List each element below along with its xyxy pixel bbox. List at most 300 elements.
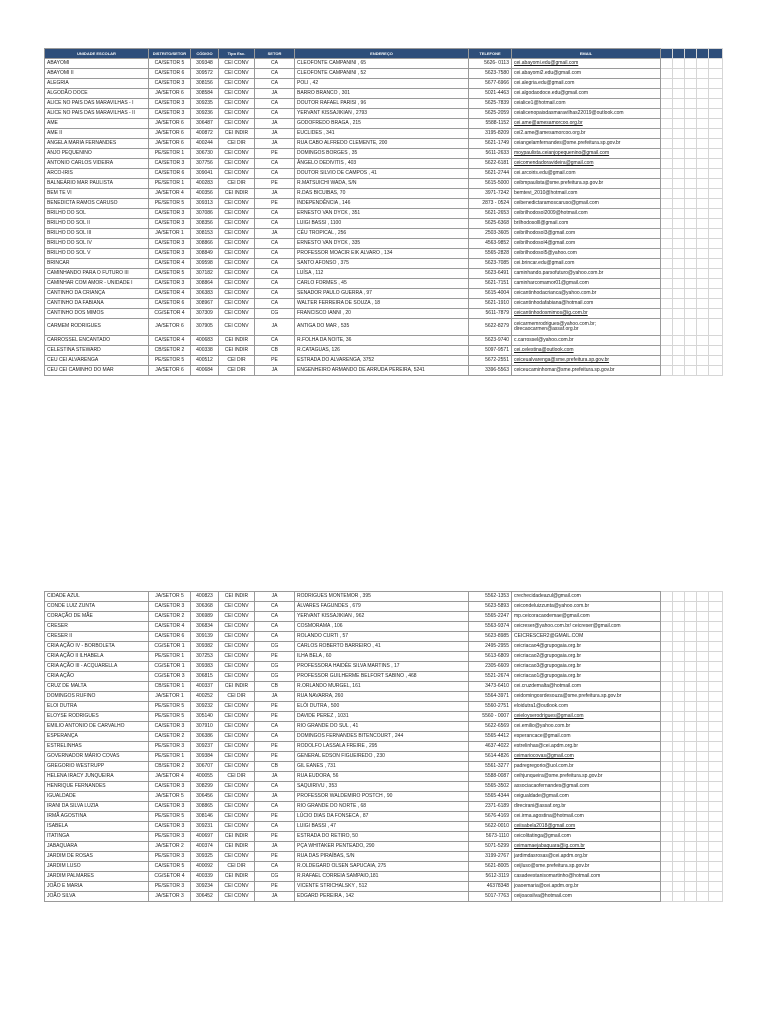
type-cell: CEI CONV bbox=[219, 319, 255, 336]
empty-cell bbox=[697, 109, 709, 119]
code-cell: 306707 bbox=[191, 762, 219, 772]
phone-cell: 5521-2674 bbox=[469, 672, 512, 682]
address-cell: LUIGI BASSI , 47 bbox=[295, 822, 469, 832]
empty-cell bbox=[661, 89, 673, 99]
code-cell: 309572 bbox=[191, 69, 219, 79]
empty-cell bbox=[685, 592, 697, 602]
empty-cell bbox=[685, 642, 697, 652]
empty-cell bbox=[661, 772, 673, 782]
empty-cell bbox=[685, 69, 697, 79]
email-cell[interactable]: ceijoaosilva@hotmail.com bbox=[512, 892, 661, 902]
empty-cell bbox=[673, 299, 685, 309]
code-cell: 305140 bbox=[191, 712, 219, 722]
empty-cell bbox=[661, 872, 673, 882]
type-cell: CEI CONV bbox=[219, 269, 255, 279]
district-cell: CA/SETOR 4 bbox=[149, 622, 191, 632]
district-cell: JA/SETOR 6 bbox=[149, 139, 191, 149]
empty-cell bbox=[709, 612, 723, 622]
empty-cell bbox=[709, 249, 723, 259]
school-name-cell: JABAQUARA bbox=[45, 842, 149, 852]
empty-cell bbox=[673, 189, 685, 199]
address-cell: R.CATAGUAS, 126 bbox=[295, 346, 469, 356]
email-cell[interactable]: crechecidadeazul@gmail.com bbox=[512, 592, 661, 602]
email-cell[interactable]: cei.celestina@outlook.com bbox=[512, 346, 661, 356]
empty-cell bbox=[685, 179, 697, 189]
school-name-cell: BENEDICTA RAMOS CARUSO bbox=[45, 199, 149, 209]
empty-cell bbox=[673, 662, 685, 672]
empty-cell bbox=[697, 792, 709, 802]
email-cell[interactable]: ceibrilhodosol5@yahoo.com bbox=[512, 249, 661, 259]
empty-cell bbox=[673, 862, 685, 872]
type-cell: CEI CONV bbox=[219, 69, 255, 79]
empty-cell bbox=[697, 752, 709, 762]
district-cell: CA/SETOR 5 bbox=[149, 269, 191, 279]
school-name-cell: BRINCAR bbox=[45, 259, 149, 269]
email-cell[interactable]: caminharcomamor01@gmail.com bbox=[512, 279, 661, 289]
table-row bbox=[45, 289, 723, 299]
district-cell: PE/SETOR 1 bbox=[149, 179, 191, 189]
empty-cell bbox=[697, 279, 709, 289]
email-cell[interactable]: cei.emilio@yahoo.com.br bbox=[512, 722, 661, 732]
empty-cell bbox=[673, 602, 685, 612]
empty-cell bbox=[673, 309, 685, 319]
empty-cell bbox=[709, 79, 723, 89]
empty-cell bbox=[709, 269, 723, 279]
email-cell[interactable]: associacaofernandes@gmail.com bbox=[512, 782, 661, 792]
empty-cell bbox=[697, 732, 709, 742]
table-row bbox=[45, 259, 723, 269]
table-row bbox=[45, 602, 723, 612]
email-cell[interactable]: cei.irma.agostina@hotmail.com bbox=[512, 812, 661, 822]
address-cell: ERNESTO VAN DYCK , 351 bbox=[295, 209, 469, 219]
empty-cell bbox=[697, 366, 709, 376]
table-row bbox=[45, 782, 723, 792]
district-cell: JA/SETOR 6 bbox=[149, 89, 191, 99]
school-name-cell: AME II bbox=[45, 129, 149, 139]
school-name-cell: CARROSSEL ENCANTADO bbox=[45, 336, 149, 346]
empty-cell bbox=[697, 79, 709, 89]
email-cell[interactable]: ceiceualvarenga@sme.prefeitura.sp.gov.br bbox=[512, 356, 661, 366]
empty-cell bbox=[685, 289, 697, 299]
empty-cell bbox=[673, 336, 685, 346]
empty-cell bbox=[673, 632, 685, 642]
empty-cell bbox=[661, 356, 673, 366]
address-cell: CLEOFONTE CAMPANINI , 52 bbox=[295, 69, 469, 79]
empty-cell bbox=[673, 652, 685, 662]
column-header: Tipo Esc. bbox=[219, 49, 255, 59]
district-cell: CG/SETOR 1 bbox=[149, 642, 191, 652]
empty-cell bbox=[685, 852, 697, 862]
phone-cell: 5625-7839 bbox=[469, 99, 512, 109]
empty-cell bbox=[685, 802, 697, 812]
empty-cell bbox=[661, 702, 673, 712]
type-cell: CEI CONV bbox=[219, 219, 255, 229]
email-cell[interactable]: casadeestanisomartinho@hotmail.com bbox=[512, 872, 661, 882]
district-cell: JA/SETOR 2 bbox=[149, 842, 191, 852]
empty-cell bbox=[673, 592, 685, 602]
column-header: CÓDIGO bbox=[191, 49, 219, 59]
code-cell: 309232 bbox=[191, 702, 219, 712]
email-cell[interactable]: direcirani@assaf.org.br bbox=[512, 802, 661, 812]
sector-cell: CA bbox=[255, 59, 295, 69]
empty-cell bbox=[697, 189, 709, 199]
empty-cell bbox=[685, 772, 697, 782]
empty-cell bbox=[685, 269, 697, 279]
code-cell: 400872 bbox=[191, 129, 219, 139]
empty-cell bbox=[673, 69, 685, 79]
empty-cell bbox=[661, 842, 673, 852]
school-name-cell: CRIA AÇÃO III - ACQUARELLA bbox=[45, 662, 149, 672]
code-cell: 307086 bbox=[191, 209, 219, 219]
email-cell[interactable]: mp.ceicoracaodemae@gmail.com bbox=[512, 612, 661, 622]
school-name-cell: GREGORIO WESTRUPP bbox=[45, 762, 149, 772]
sector-cell: PE bbox=[255, 832, 295, 842]
address-cell: COSMORAMA , 106 bbox=[295, 622, 469, 632]
email-cell[interactable]: padregregorio@uol.com.br bbox=[512, 762, 661, 772]
email-cell[interactable]: ceidomingosrdesouza@sme.prefeitura.sp.gov.br bbox=[512, 692, 661, 702]
email-cell[interactable]: cei.cruzdemalta@hotmail.com bbox=[512, 682, 661, 692]
phone-cell: 46378348 bbox=[469, 882, 512, 892]
phone-cell: 5614-4826 bbox=[469, 752, 512, 762]
empty-cell bbox=[673, 249, 685, 259]
table-row bbox=[45, 179, 723, 189]
sector-cell: CA bbox=[255, 109, 295, 119]
email-cell[interactable]: ceialicenopaisdasmaravilhas22019@outlook.com bbox=[512, 109, 661, 119]
email-cell[interactable]: c.carrossel@yahoo.com.br bbox=[512, 336, 661, 346]
email-cell[interactable]: CEICRESCER2@GMAIL.COM bbox=[512, 632, 661, 642]
email-cell[interactable]: cei.arcoiris.edu@gmail.com bbox=[512, 169, 661, 179]
phone-cell: 5611-2633 bbox=[469, 149, 512, 159]
empty-cell bbox=[709, 882, 723, 892]
school-name-cell: CELESTINA STEWARD bbox=[45, 346, 149, 356]
school-name-cell: CAMINHANDO PARA O FUTURO III bbox=[45, 269, 149, 279]
sector-cell: CG bbox=[255, 872, 295, 882]
district-cell: JA/SETOR 4 bbox=[149, 189, 191, 199]
email-cell[interactable]: ceicondeluizzunta@yahoo.com.br bbox=[512, 602, 661, 612]
address-cell: R.RAFAEL CORREIA SAMPAIO,181 bbox=[295, 872, 469, 882]
email-cell[interactable]: ceimariocovas@gmail.com bbox=[512, 752, 661, 762]
school-name-cell: JARDIM LUSO bbox=[45, 862, 149, 872]
type-cell: CEI CONV bbox=[219, 249, 255, 259]
empty-cell bbox=[697, 692, 709, 702]
table-row bbox=[45, 199, 723, 209]
empty-cell bbox=[661, 812, 673, 822]
table-row bbox=[45, 682, 723, 692]
empty-cell bbox=[697, 119, 709, 129]
empty-cell bbox=[697, 289, 709, 299]
email-cell[interactable]: ceicantinhodosmimos@ig.com.br bbox=[512, 309, 661, 319]
type-cell: CEI CONV bbox=[219, 109, 255, 119]
email-cell[interactable]: eloidutra1@outlook.com bbox=[512, 702, 661, 712]
empty-cell bbox=[661, 892, 673, 902]
empty-cell bbox=[709, 279, 723, 289]
empty-cell bbox=[697, 622, 709, 632]
school-name-cell: ESPERANÇA bbox=[45, 732, 149, 742]
sector-cell: PE bbox=[255, 702, 295, 712]
school-name-cell: BRILHO DO SOL bbox=[45, 209, 149, 219]
empty-cell bbox=[673, 622, 685, 632]
district-cell: CA/SETOR 3 bbox=[149, 722, 191, 732]
empty-cell bbox=[661, 782, 673, 792]
school-table-bottom bbox=[44, 591, 723, 902]
phone-cell: 5622-6569 bbox=[469, 722, 512, 732]
empty-cell bbox=[709, 892, 723, 902]
empty-cell bbox=[685, 682, 697, 692]
table-row bbox=[45, 159, 723, 169]
code-cell: 308356 bbox=[191, 219, 219, 229]
empty-cell bbox=[661, 299, 673, 309]
empty-cell bbox=[673, 149, 685, 159]
school-name-cell: HELENA IRACY JUNQUEIRA bbox=[45, 772, 149, 782]
empty-cell bbox=[661, 732, 673, 742]
email-cell[interactable]: jardimdasrosas@cei.apdm.org.br bbox=[512, 852, 661, 862]
table-row bbox=[45, 99, 723, 109]
address-cell: PROFESSOR GUILHERME BELFORT SABINO , 468 bbox=[295, 672, 469, 682]
phone-cell: 5612-3119 bbox=[469, 872, 512, 882]
empty-cell bbox=[685, 259, 697, 269]
type-cell: CEI CONV bbox=[219, 209, 255, 219]
phone-cell: 5625-6368 bbox=[469, 219, 512, 229]
column-header: EMAIL bbox=[512, 49, 661, 59]
type-cell: CEI CONV bbox=[219, 279, 255, 289]
email-cell[interactable]: cei.abayomi2.edu@gmail.com bbox=[512, 69, 661, 79]
code-cell: 308299 bbox=[191, 782, 219, 792]
empty-cell bbox=[673, 89, 685, 99]
phone-cell: 4563-9852 bbox=[469, 239, 512, 249]
empty-cell bbox=[709, 189, 723, 199]
code-cell: 309384 bbox=[191, 752, 219, 762]
school-name-cell: IGUALDADE bbox=[45, 792, 149, 802]
code-cell: 309598 bbox=[191, 259, 219, 269]
email-cell[interactable]: ceieloyserodrigues@gmail.com bbox=[512, 712, 661, 722]
district-cell: CA/SETOR 3 bbox=[149, 159, 191, 169]
email-cell[interactable]: ceicriacao2@grupogaia.org.br bbox=[512, 652, 661, 662]
code-cell: 306730 bbox=[191, 149, 219, 159]
empty-cell bbox=[709, 842, 723, 852]
empty-cell bbox=[673, 812, 685, 822]
district-cell: PE/SETOR 5 bbox=[149, 712, 191, 722]
empty-cell bbox=[673, 259, 685, 269]
email-cell[interactable]: caminhando.parsofuturo@yahoo.com.br bbox=[512, 269, 661, 279]
phone-cell: 5562-1353 bbox=[469, 592, 512, 602]
table-row bbox=[45, 59, 723, 69]
sector-cell: PE bbox=[255, 199, 295, 209]
empty-cell bbox=[661, 169, 673, 179]
empty-cell bbox=[697, 259, 709, 269]
phone-cell: 2305-6609 bbox=[469, 662, 512, 672]
email-cell[interactable]: cei.algodaodoce.edu@gmail.com bbox=[512, 89, 661, 99]
phone-cell: 5621-7151 bbox=[469, 279, 512, 289]
empty-cell bbox=[709, 622, 723, 632]
email-cell[interactable]: cei.brincar.edu@gmail.com bbox=[512, 259, 661, 269]
email-cell[interactable]: ceicriacao4@grupogaia.org.br bbox=[512, 642, 661, 652]
header-row bbox=[45, 49, 723, 59]
code-cell: 400683 bbox=[191, 336, 219, 346]
empty-cell bbox=[673, 642, 685, 652]
table-row bbox=[45, 169, 723, 179]
empty-cell bbox=[661, 822, 673, 832]
empty-cell bbox=[697, 602, 709, 612]
school-name-cell: ALGODÃO DOCE bbox=[45, 89, 149, 99]
address-cell: ESTRADA DO RETIRO, 50 bbox=[295, 832, 469, 842]
email-cell[interactable]: ceibrilhodosol4@gmail.com bbox=[512, 239, 661, 249]
school-name-cell: CANTINHO DA FABIANA bbox=[45, 299, 149, 309]
column-header: SETOR bbox=[255, 49, 295, 59]
address-cell: ILHA BELA , 60 bbox=[295, 652, 469, 662]
empty-cell bbox=[685, 632, 697, 642]
column-header: ENDEREÇO bbox=[295, 49, 469, 59]
sector-cell: JA bbox=[255, 592, 295, 602]
address-cell: R.FOLHA DA NOITE, 36 bbox=[295, 336, 469, 346]
phone-cell: 3195-8209 bbox=[469, 129, 512, 139]
code-cell: 309313 bbox=[191, 199, 219, 209]
type-cell: CEI DIR bbox=[219, 772, 255, 782]
type-cell: CEI CONV bbox=[219, 732, 255, 742]
empty-cell bbox=[685, 119, 697, 129]
email-cell[interactable]: ceicriacao3@grupogaia.org.br bbox=[512, 662, 661, 672]
code-cell: 400092 bbox=[191, 862, 219, 872]
school-name-cell: IRMÃ AGOSTINA bbox=[45, 812, 149, 822]
email-cell[interactable]: ceigualdade@gmail.com bbox=[512, 792, 661, 802]
empty-cell bbox=[709, 219, 723, 229]
table-row bbox=[45, 69, 723, 79]
email-cell[interactable]: ceibenedictaramoscaruso@gmail.com bbox=[512, 199, 661, 209]
table-row bbox=[45, 632, 723, 642]
email-cell[interactable]: ceiangelamfernandes@sme.prefeitura.sp.gov.br bbox=[512, 139, 661, 149]
email-cell[interactable]: cei2.ame@amesamorcoo.org.br bbox=[512, 129, 661, 139]
school-name-cell: BRILHO DO SOL III bbox=[45, 229, 149, 239]
empty-cell bbox=[697, 239, 709, 249]
sector-cell: CA bbox=[255, 336, 295, 346]
empty-cell bbox=[661, 179, 673, 189]
phone-cell: 5560 - 0007 bbox=[469, 712, 512, 722]
district-cell: CA/SETOR 5 bbox=[149, 59, 191, 69]
empty-cell bbox=[673, 199, 685, 209]
email-cell[interactable]: estrelinhas@cei.apdm.org.br bbox=[512, 742, 661, 752]
empty-cell bbox=[697, 832, 709, 842]
address-cell: RODRIGUES MONTEMOR , 395 bbox=[295, 592, 469, 602]
email-cell[interactable]: ceiisabela2018@gmail.com bbox=[512, 822, 661, 832]
empty-cell bbox=[685, 702, 697, 712]
column-header: TELEFONE bbox=[469, 49, 512, 59]
email-cell[interactable]: joaoemaria@cei.apdm.org.br bbox=[512, 882, 661, 892]
code-cell: 309236 bbox=[191, 109, 219, 119]
type-cell: CEI CONV bbox=[219, 89, 255, 99]
empty-cell bbox=[709, 259, 723, 269]
phone-cell: 5017-7763 bbox=[469, 892, 512, 902]
type-cell: CEI DIR bbox=[219, 862, 255, 872]
email-cell[interactable]: ceibrilhodosol3@gmail.com bbox=[512, 229, 661, 239]
email-cell[interactable]: ceibrilhodosol2009@hotmail.com bbox=[512, 209, 661, 219]
email-cell[interactable]: brilhodosolll@gmail.com bbox=[512, 219, 661, 229]
empty-cell bbox=[673, 79, 685, 89]
table-row bbox=[45, 752, 723, 762]
code-cell: 309235 bbox=[191, 99, 219, 109]
empty-cell bbox=[697, 99, 709, 109]
email-cell[interactable]: ceijluso@sme.prefeitura.sp.gov.br bbox=[512, 862, 661, 872]
email-cell[interactable]: ceicantinhodafabiana@hotmail.com bbox=[512, 299, 661, 309]
email-cell[interactable]: esperancace@gmail.com bbox=[512, 732, 661, 742]
email-cell[interactable]: cei.ame@amesamorcoo.org.br bbox=[512, 119, 661, 129]
email-cell[interactable]: ceicriacao1@grupogaia.org.br bbox=[512, 672, 661, 682]
empty-cell bbox=[661, 249, 673, 259]
sector-cell: CA bbox=[255, 289, 295, 299]
code-cell: 307253 bbox=[191, 652, 219, 662]
phone-cell: 5565-3502 bbox=[469, 782, 512, 792]
school-name-cell: ISABELA bbox=[45, 822, 149, 832]
phone-cell: 5622-8279 bbox=[469, 319, 512, 336]
empty-cell bbox=[685, 229, 697, 239]
type-cell: CEI CONV bbox=[219, 289, 255, 299]
district-cell: PE/SETOR 1 bbox=[149, 752, 191, 762]
empty-cell bbox=[685, 762, 697, 772]
email-cell[interactable]: bemtevi_2010@hotmail.com bbox=[512, 189, 661, 199]
empty-cell bbox=[697, 812, 709, 822]
phone-cell: 5622-6181 bbox=[469, 159, 512, 169]
email-cell[interactable]: moypaulista.ceianjopequenino@gmail.com bbox=[512, 149, 661, 159]
sector-cell: JA bbox=[255, 89, 295, 99]
empty-cell bbox=[697, 59, 709, 69]
email-cell[interactable]: ceicolitatinga@gmail.com bbox=[512, 832, 661, 842]
district-cell: CA/SETOR 4 bbox=[149, 259, 191, 269]
empty-cell bbox=[673, 792, 685, 802]
address-cell: ELÓI DUTRA , 500 bbox=[295, 702, 469, 712]
table-row bbox=[45, 822, 723, 832]
email-cell[interactable]: ceialice1@hotmail.com bbox=[512, 99, 661, 109]
email-cell[interactable]: cei.abayomi.edu@gmail.com bbox=[512, 59, 661, 69]
type-cell: CEI INDIR bbox=[219, 832, 255, 842]
email-cell[interactable]: ceicarmemrodrigues@yahoo.com.br; direcaocarmen@assaf.org.br bbox=[512, 319, 661, 336]
empty-cell bbox=[697, 852, 709, 862]
email-cell[interactable]: ceicomendadoravideira@gmail.com bbox=[512, 159, 661, 169]
school-name-cell: ALICE NO PAIS DAS MARAVILHAS - II bbox=[45, 109, 149, 119]
email-cell[interactable]: ceimamaejabaquara@ig.com.br bbox=[512, 842, 661, 852]
code-cell: 306487 bbox=[191, 119, 219, 129]
code-cell: 307910 bbox=[191, 722, 219, 732]
address-cell: PROFESSORA HAIDÉE SILVA MARTINS , 17 bbox=[295, 662, 469, 672]
email-cell[interactable]: ceihjunqueira@sme.prefeitura.sp.gov.br bbox=[512, 772, 661, 782]
district-cell: CA/SETOR 2 bbox=[149, 732, 191, 742]
empty-cell bbox=[685, 49, 697, 59]
code-cell: 308849 bbox=[191, 249, 219, 259]
school-name-cell: BRILHO DO SOL V bbox=[45, 249, 149, 259]
empty-cell bbox=[673, 672, 685, 682]
phone-cell: 5588-1152 bbox=[469, 119, 512, 129]
sector-cell: JA bbox=[255, 119, 295, 129]
empty-cell bbox=[685, 336, 697, 346]
empty-cell bbox=[697, 336, 709, 346]
sector-cell: CA bbox=[255, 299, 295, 309]
empty-cell bbox=[697, 179, 709, 189]
code-cell: 306368 bbox=[191, 602, 219, 612]
empty-cell bbox=[685, 672, 697, 682]
table-row bbox=[45, 882, 723, 892]
email-cell[interactable]: ceicreser@yahoo.com.br/ ceicreser@gmail.com bbox=[512, 622, 661, 632]
phone-cell: 5623-7580 bbox=[469, 69, 512, 79]
email-cell[interactable]: ceicantinhodacrianca@yahoo.com.br bbox=[512, 289, 661, 299]
school-name-cell: ARCO-IRIS bbox=[45, 169, 149, 179]
code-cell: 309348 bbox=[191, 59, 219, 69]
table-row bbox=[45, 119, 723, 129]
code-cell: 400055 bbox=[191, 772, 219, 782]
sector-cell: CA bbox=[255, 239, 295, 249]
email-cell[interactable]: ceiceucaminhomar@sme.prefeitura.sp.gov.br bbox=[512, 366, 661, 376]
type-cell: CEI CONV bbox=[219, 199, 255, 209]
empty-cell bbox=[673, 219, 685, 229]
phone-cell: 5621-8005 bbox=[469, 862, 512, 872]
email-cell[interactable]: cei.alegria.edu@gmail.com bbox=[512, 79, 661, 89]
email-cell[interactable]: ceibmpaulista@sme.prefeitura.sp.gov.br bbox=[512, 179, 661, 189]
